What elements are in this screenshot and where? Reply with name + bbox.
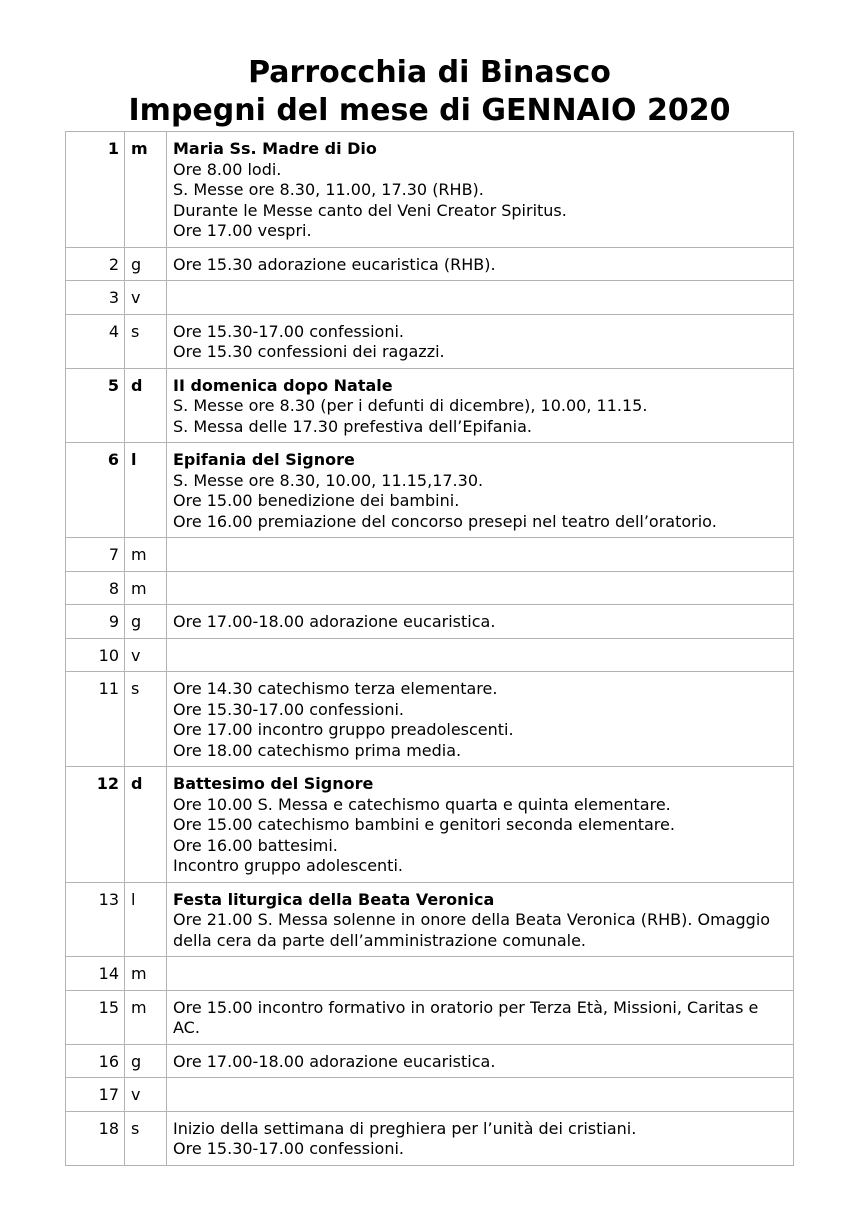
event-cell <box>167 1111 794 1165</box>
event-cell <box>167 638 794 672</box>
event-heading: Maria Ss. Madre di Dio <box>173 139 377 158</box>
day-number: 17 <box>66 1078 125 1112</box>
day-number: 14 <box>66 957 125 991</box>
event-line: S. Messe ore 8.30, 11.00, 17.30 (RHB). <box>173 180 484 199</box>
day-number: 13 <box>66 882 125 957</box>
event-cell <box>167 538 794 572</box>
table-row <box>66 247 794 281</box>
event-line: Ore 15.30 confessioni dei ragazzi. <box>173 342 445 361</box>
event-line: Ore 14.30 catechismo terza elementare. <box>173 679 498 698</box>
day-number: 2 <box>66 247 125 281</box>
event-cell <box>167 767 794 883</box>
day-of-week: l <box>125 882 167 957</box>
event-line: S. Messa delle 17.30 prefestiva dell’Epifania. <box>173 416 532 436</box>
event-line: Ore 17.00 vespri. <box>173 221 312 240</box>
day-of-week: d <box>125 368 167 443</box>
event-line: Ore 17.00 incontro gruppo preadolescenti. <box>173 720 514 739</box>
event-line: Ore 15.00 catechismo bambini e genitori seconda elementare. <box>173 815 675 834</box>
table-row <box>66 132 794 248</box>
day-of-week: v <box>125 1078 167 1112</box>
event-cell <box>167 882 794 957</box>
event-line: Ore 15.00 benedizione dei bambini. <box>173 491 460 510</box>
day-number: 16 <box>66 1044 125 1078</box>
event-line: Ore 21.00 S. Messa solenne in onore della Beata Veronica (RHB). Omaggio della cera da parte dell’amministrazione comunale. <box>173 910 771 950</box>
day-number: 15 <box>66 990 125 1044</box>
day-of-week: m <box>125 132 167 248</box>
event-line: Ore 15.00 incontro formativo in oratorio per Terza Età, Missioni, Caritas e AC. <box>173 997 759 1037</box>
day-of-week: v <box>125 638 167 672</box>
schedule-table <box>65 131 794 1166</box>
table-row <box>66 571 794 605</box>
table-row <box>66 605 794 639</box>
day-number: 3 <box>66 281 125 315</box>
event-cell <box>167 1044 794 1078</box>
page-title: Parrocchia di Binasco <box>248 55 611 90</box>
table-row <box>66 990 794 1044</box>
event-cell <box>167 443 794 538</box>
event-cell <box>167 605 794 639</box>
event-cell <box>167 132 794 248</box>
table-row <box>66 443 794 538</box>
table-row <box>66 882 794 957</box>
table-row <box>66 957 794 991</box>
event-line: S. Messe ore 8.30 (per i defunti di dicembre), 10.00, 11.15. <box>173 396 648 415</box>
day-of-week: g <box>125 605 167 639</box>
event-cell <box>167 368 794 443</box>
event-line: Ore 18.00 catechismo prima media. <box>173 740 462 760</box>
table-row <box>66 767 794 883</box>
event-line: Ore 17.00-18.00 adorazione eucaristica. <box>173 1051 496 1071</box>
event-line: Ore 15.30-17.00 confessioni. <box>173 699 404 719</box>
day-of-week: l <box>125 443 167 538</box>
day-number: 6 <box>66 443 125 538</box>
event-line: Ore 17.00-18.00 adorazione eucaristica. <box>173 612 496 631</box>
table-row <box>66 638 794 672</box>
page-subtitle: Impegni del mese di GENNAIO 2020 <box>128 93 731 128</box>
day-of-week: m <box>125 990 167 1044</box>
event-cell <box>167 571 794 605</box>
event-heading: Battesimo del Signore <box>173 774 374 793</box>
day-number: 1 <box>66 132 125 248</box>
table-row <box>66 281 794 315</box>
event-cell <box>167 1078 794 1112</box>
event-cell <box>167 247 794 281</box>
table-row <box>66 368 794 443</box>
table-row <box>66 538 794 572</box>
event-cell <box>167 957 794 991</box>
event-cell <box>167 990 794 1044</box>
table-row <box>66 1078 794 1112</box>
day-of-week: m <box>125 538 167 572</box>
event-line: Ore 16.00 battesimi. <box>173 835 338 855</box>
day-of-week: m <box>125 957 167 991</box>
event-heading: Epifania del Signore <box>173 450 355 469</box>
event-line: Ore 8.00 lodi. <box>173 159 282 179</box>
day-of-week: m <box>125 571 167 605</box>
event-line: S. Messe ore 8.30, 10.00, 11.15,17.30. <box>173 470 484 490</box>
event-cell <box>167 672 794 767</box>
day-number: 4 <box>66 314 125 368</box>
day-number: 12 <box>66 767 125 883</box>
day-number: 8 <box>66 571 125 605</box>
event-line: Ore 15.30 adorazione eucaristica (RHB). <box>173 254 496 274</box>
day-number: 10 <box>66 638 125 672</box>
day-number: 7 <box>66 538 125 572</box>
event-line: Ore 10.00 S. Messa e catechismo quarta e quinta elementare. <box>173 794 671 814</box>
event-cell <box>167 314 794 368</box>
day-of-week: v <box>125 281 167 315</box>
event-line: Ore 15.30-17.00 confessioni. <box>173 321 404 341</box>
event-line: Ore 15.30-17.00 confessioni. <box>173 1139 404 1158</box>
table-row <box>66 1044 794 1078</box>
day-of-week: s <box>125 1111 167 1165</box>
event-cell <box>167 281 794 315</box>
event-line: Inizio della settimana di preghiera per l’unità dei cristiani. <box>173 1118 637 1138</box>
table-row <box>66 1111 794 1165</box>
day-number: 18 <box>66 1111 125 1165</box>
day-of-week: g <box>125 1044 167 1078</box>
day-number: 9 <box>66 605 125 639</box>
table-row <box>66 672 794 767</box>
event-heading: Festa liturgica della Beata Veronica <box>173 889 495 909</box>
day-of-week: s <box>125 314 167 368</box>
day-of-week: d <box>125 767 167 883</box>
day-of-week: s <box>125 672 167 767</box>
event-heading: II domenica dopo Natale <box>173 375 393 395</box>
day-number: 11 <box>66 672 125 767</box>
day-of-week: g <box>125 247 167 281</box>
schedule-body <box>66 132 794 1166</box>
table-row <box>66 314 794 368</box>
event-line: Ore 16.00 premiazione del concorso presepi nel teatro dell’oratorio. <box>173 511 717 531</box>
day-number: 5 <box>66 368 125 443</box>
event-line: Durante le Messe canto del Veni Creator Spiritus. <box>173 200 567 220</box>
event-line: Incontro gruppo adolescenti. <box>173 856 403 875</box>
